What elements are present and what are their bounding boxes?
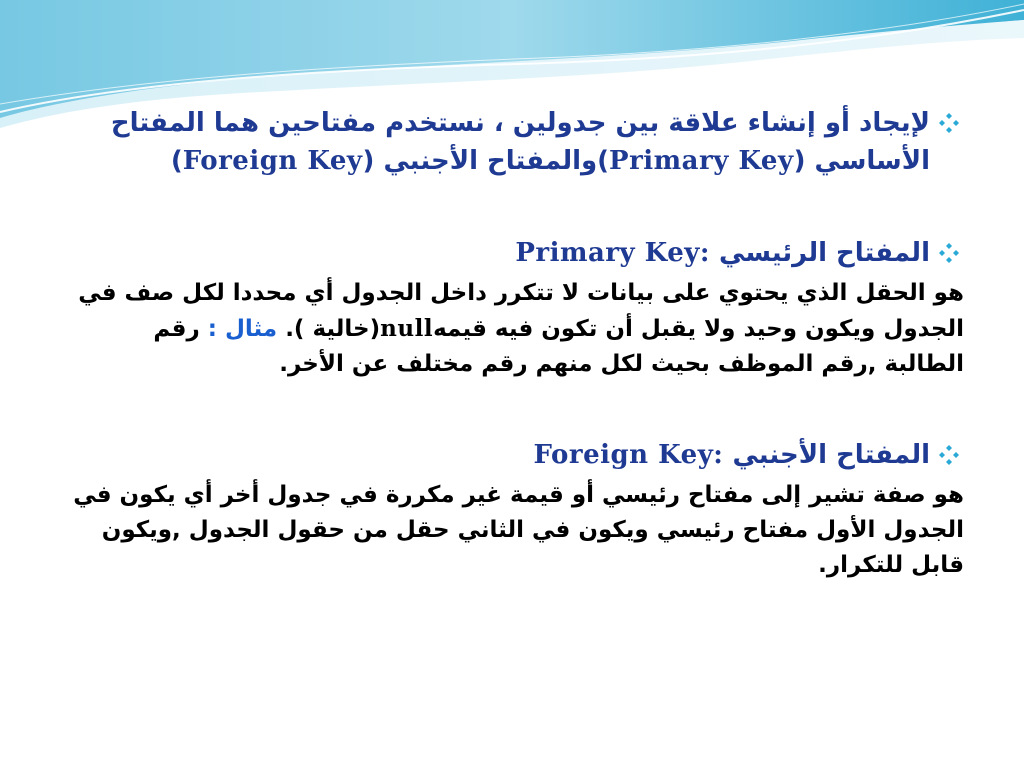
intro-bullet bbox=[68, 104, 960, 180]
diamond-four-icon bbox=[938, 444, 960, 466]
example-label: مثال : bbox=[207, 316, 278, 342]
foreign-key-body: هو صفة تشير إلى مفتاح رئيسي أو قيمة غير مكررة في جدول أخر أي يكون في الجدول الأول مفتاح رئيسي ويكون في الثاني حقل من حقول الجدول ,ويكون قابل للتكرار. bbox=[73, 482, 964, 578]
foreign-key-heading bbox=[68, 436, 960, 474]
foreign-key-heading-en: Foreign Key: bbox=[533, 440, 724, 470]
primary-key-body-1: هو الحقل الذي يحتوي على بيانات لا تتكرر داخل الجدول أي محددا لكل صف في الجدول ويكون وحيد ولا يقبل أن تكون فيه قيمه bbox=[78, 280, 964, 342]
null-keyword: null bbox=[380, 315, 434, 342]
primary-key-body-3: رقم الطالبة ,رقم الموظف بحيث لكل منهم رقم مختلف عن الأخر. bbox=[153, 316, 964, 377]
intro-text-3: )والمفتاح الأجنبي ( bbox=[362, 146, 610, 176]
foreign-key-inline-label: Foreign Key bbox=[182, 146, 363, 176]
primary-key-heading-en: Primary Key: bbox=[515, 238, 710, 268]
diamond-four-icon bbox=[938, 242, 960, 264]
intro-text-2: ( bbox=[793, 146, 815, 176]
primary-key-inline-label: Primary Key bbox=[609, 146, 794, 176]
primary-key-heading-ar: المفتاح الرئيسي bbox=[719, 238, 930, 268]
foreign-key-heading-ar: المفتاح الأجنبي bbox=[732, 440, 930, 470]
intro-text-4: ) bbox=[170, 146, 183, 176]
intro-text-1: لإيجاد أو إنشاء علاقة بين جدولين ، نستخدم مفتاحين هما المفتاح الأساسي bbox=[110, 108, 930, 176]
slide-content bbox=[68, 92, 964, 583]
primary-key-heading bbox=[68, 234, 960, 272]
diamond-four-icon bbox=[938, 112, 960, 134]
primary-key-description bbox=[68, 276, 992, 382]
foreign-key-description bbox=[68, 478, 992, 583]
primary-key-body-2: (خالية ). bbox=[277, 316, 381, 342]
